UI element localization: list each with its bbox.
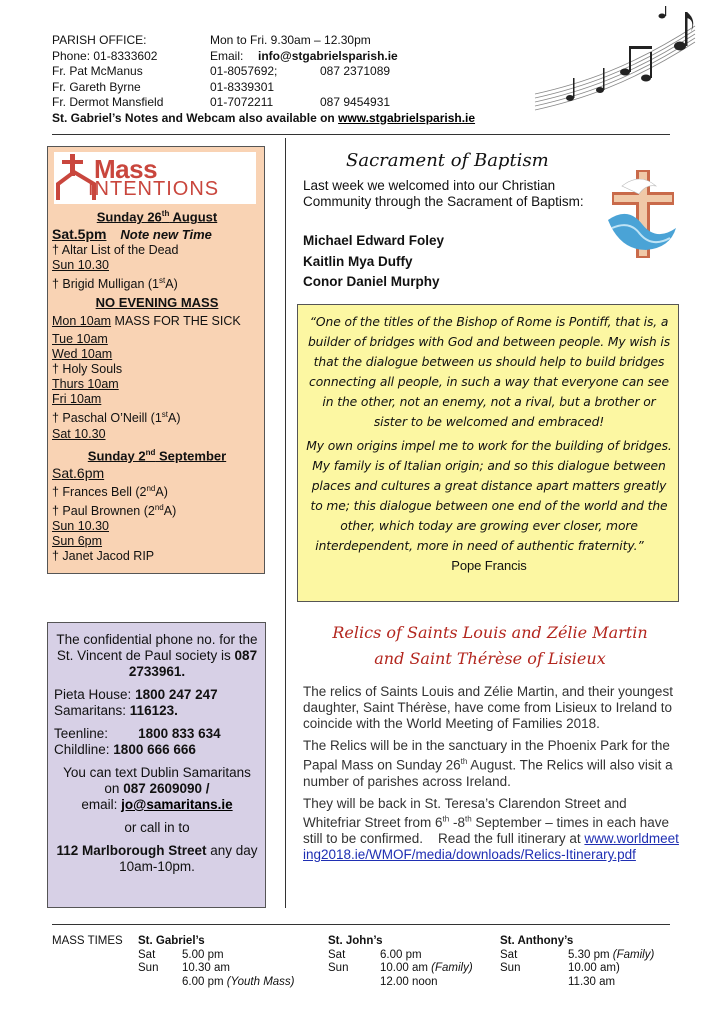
relics-title	[296, 620, 684, 672]
new-time-note: Note new Time	[120, 227, 212, 243]
mass-time: Tue 10am	[52, 332, 108, 347]
mass-day: Sat	[138, 948, 156, 961]
mass-times-st-johns	[328, 935, 473, 989]
teenline-label: Teenline:	[54, 726, 109, 741]
samaritans-address: 112 Marlborough Street	[56, 843, 207, 858]
text-samaritans: You can text Dublin Samaritans on	[63, 765, 251, 796]
mass-time: 10.00 am)	[568, 962, 620, 974]
intention-item: † Paul Brownen (2ndA)	[52, 503, 177, 519]
mass-time: 10.30 am	[182, 962, 230, 974]
parish-header	[52, 33, 475, 126]
mass-time: Sat.5pm	[52, 226, 107, 243]
webcam-note: St. Gabriel’s Notes and Webcam also available on	[52, 110, 339, 125]
samaritans-email-link[interactable]: jo@samaritans.ie	[121, 797, 233, 812]
baptism-dove-cross-icon	[602, 168, 682, 260]
childline-label: Childline:	[54, 742, 110, 757]
baptized-name: Conor Daniel Murphy	[303, 274, 440, 289]
church-name: St. John’s	[328, 935, 383, 947]
mass-time: Thurs 10am	[52, 377, 119, 392]
mass-times-label: MASS TIMES	[52, 935, 123, 947]
header-value: 01-8339301	[210, 79, 275, 94]
mass-time: Sun 6pm	[52, 534, 103, 549]
itinerary-link[interactable]: www.worldmeeting2018.ie/WMOF/media/downloads/Relics-Itinerary.pdf	[303, 831, 679, 862]
samaritans-phone: 116123.	[129, 703, 178, 718]
intention-item: † Paschal O’Neill (1stA)	[52, 410, 181, 426]
samaritans-label: Samaritans:	[54, 703, 127, 718]
baptism-names	[303, 231, 444, 293]
baptized-name: Michael Edward Foley	[303, 233, 445, 248]
church-name: St. Anthony’s	[500, 935, 574, 947]
header-label: Fr. Gareth Byrne	[52, 79, 141, 94]
music-notes-icon	[530, 6, 700, 116]
helplines-text	[54, 632, 260, 882]
mass-time: Wed 10am	[52, 347, 113, 362]
header-value: 01-7072211	[210, 95, 274, 109]
opening-hours: any day 10am-10pm.	[119, 843, 258, 874]
mass-time: Sat.6pm	[52, 464, 105, 481]
logo-mass-text: Mass	[94, 154, 158, 184]
mass-day: Sat	[328, 948, 346, 961]
mass-time: 6.00 pm	[380, 948, 422, 961]
mass-time: 5.00 pm	[182, 948, 224, 961]
mass-time: Fri 10am	[52, 392, 102, 407]
mass-time: 5.30 pm (Family)	[568, 948, 655, 961]
mass-time: 12.00 noon	[380, 975, 438, 988]
header-value: Mon to Fri. 9.30am – 12.30pm	[210, 33, 371, 47]
mass-time: 6.00 pm (Youth Mass)	[182, 975, 295, 988]
svp-phone: 087 2733961.	[128, 648, 258, 679]
mass-day: Sun	[500, 962, 521, 974]
mass-day: Sun	[138, 962, 159, 974]
header-value: 01-8057692;	[210, 64, 278, 78]
intentions-day-heading: Sunday 26th August	[96, 209, 218, 225]
pope-quote	[306, 312, 672, 580]
footer-divider	[52, 924, 670, 925]
relics-paragraph: They will be back in St. Teresa’s Clarendon Street and Whitefriar Street from 6th -8th September – times in each have still to be confirmed. Read the full itinerary at	[303, 795, 670, 846]
header-value: 087 9454931	[320, 95, 391, 109]
baptized-name: Kaitlin Mya Duffy	[303, 253, 413, 269]
call-in-text: or call in to	[124, 820, 190, 835]
church-name: St. Gabriel’s	[138, 935, 205, 947]
parish-email[interactable]: info@stgabrielsparish.ie	[258, 48, 398, 63]
mass-times-st-gabriels	[138, 935, 295, 989]
relics-paragraph: The Relics will be in the sanctuary in the Phoenix Park for the Papal Mass on Sunday 26th August. The Relics will also visit a number of parishes across Ireland.	[303, 738, 673, 789]
header-label: Fr. Pat McManus	[52, 64, 143, 78]
parish-website-link[interactable]: www.stgabrielsparish.ie	[338, 110, 476, 125]
mass-day: Sun	[328, 962, 349, 974]
quote-paragraph: “One of the titles of the Bishop of Rome is Pontiff, that is, a builder of bridges with God and between people. My wish is that the dialogue between us should help to build bridges connecting all people, in such a way that everyone can see in the other, not an enemy, not a rival, but a brother or sister to be welcomed and embraced!	[307, 315, 671, 429]
mass-intentions-logo	[54, 152, 256, 204]
header-label: Phone: 01-8333602	[52, 48, 158, 63]
intention-item: † Brigid Mulligan (1stA)	[52, 276, 178, 292]
teenline-phone: 1800 833 634	[138, 726, 221, 741]
mass-time: Sun 10.30	[52, 519, 109, 534]
mass-time: Sun 10.30	[52, 258, 109, 273]
baptism-intro: Last week we welcomed into our Christian Community through the Sacrament of Baptism:	[303, 178, 584, 209]
intention-item: † Frances Bell (2ndA)	[52, 483, 168, 500]
mass-time: 10.00 am (Family)	[380, 962, 473, 974]
intention-item: † Holy Souls	[52, 362, 123, 377]
mass-time: 11.30 am	[568, 975, 616, 988]
mass-day: Sat	[500, 948, 518, 961]
childline-phone: 1800 666 666	[113, 742, 196, 757]
quote-author: Pope Francis	[451, 558, 527, 573]
header-label: PARISH OFFICE:	[52, 33, 147, 47]
intentions-day-heading: Sunday 2nd September	[87, 447, 227, 463]
svp-text: The confidential phone no. for the St. Vincent de Paul society is	[56, 632, 258, 663]
mass-time: Mon 10am MASS FOR THE SICK	[52, 314, 241, 329]
relics-article	[303, 684, 681, 869]
quote-paragraph: My own origins impel me to work for the building of bridges. My family is of Italian origin; and so this dialogue between places and cultures a great distance apart matters greatly to me; this dialogue between one end of the world and the other, which today are growing ever closer, more interdependent, more in need of authentic fraternity.”	[306, 439, 672, 553]
header-divider	[52, 134, 670, 135]
header-label: Fr. Dermot Mansfield	[52, 95, 164, 109]
samaritans-text-number: 087 2609090 /	[123, 781, 210, 796]
logo-intentions-text: INTENTIONS	[88, 178, 220, 200]
relics-paragraph: The relics of Saints Louis and Zélie Martin, and their youngest daughter, Saint Thérèse, have come from Lisieux to Ireland to coincide with the World Meeting of Families 2018.	[303, 684, 673, 731]
relics-title-line: Relics of Saints Louis and Zélie Martin	[332, 623, 648, 642]
baptism-title: Sacrament of Baptism	[346, 150, 549, 171]
intention-item: † Janet Jacod RIP	[52, 549, 155, 564]
pieta-label: Pieta House:	[54, 687, 132, 702]
email-label: email:	[81, 797, 118, 812]
pieta-phone: 1800 247 247	[135, 687, 218, 702]
header-value: 087 2371089	[320, 64, 391, 78]
mass-times-st-anthonys	[500, 935, 654, 989]
mass-intentions-list	[52, 206, 262, 564]
no-evening-mass-notice: NO EVENING MASS	[95, 295, 219, 311]
intention-item: † Altar List of the Dead	[52, 243, 179, 258]
header-value: Email:	[210, 48, 244, 63]
mass-time: Sat 10.30	[52, 426, 106, 441]
column-divider	[285, 138, 286, 908]
relics-title-line: and Saint Thérèse of Lisieux	[374, 649, 606, 668]
